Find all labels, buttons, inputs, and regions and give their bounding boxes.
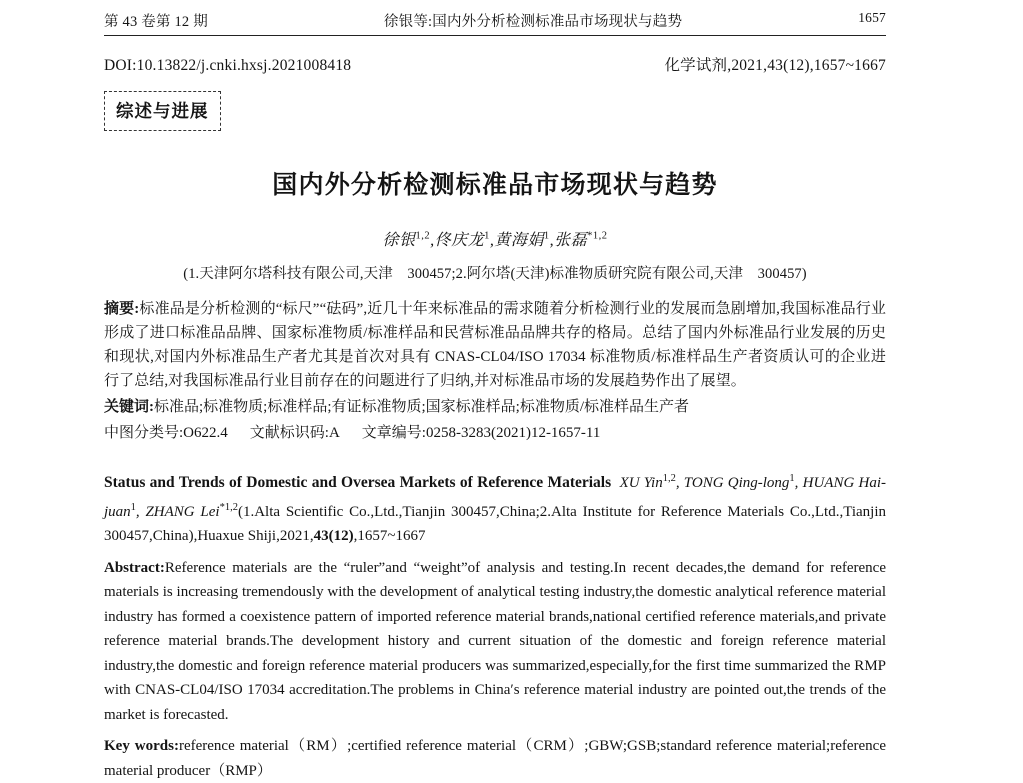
journal-citation: 化学试剂,2021,43(12),1657~1667 xyxy=(664,57,886,74)
doc-code-label: 文献标识码: xyxy=(249,425,329,441)
keywords-en-label: Key words: xyxy=(104,738,179,754)
category-box-wrapper xyxy=(104,91,886,131)
page-content xyxy=(104,0,886,783)
doc-code-value: A xyxy=(328,425,340,441)
article-id-value: 0258-3283(2021)12-1657-11 xyxy=(425,425,601,441)
article-id-label: 文章编号: xyxy=(361,425,426,441)
page-number: 1657 xyxy=(858,10,886,25)
affiliation-cn: (1.天津阿尔塔科技有限公司,天津 300457;2.阿尔塔(天津)标准物质研究院有限公司,天津 300457) xyxy=(183,266,807,282)
clc-value: O622.4 xyxy=(183,425,228,441)
keywords-en xyxy=(104,734,886,783)
running-head-volume: 第 43 卷第 12 期 xyxy=(104,14,208,30)
clc-label: 中图分类号: xyxy=(104,425,184,441)
abstract-cn-label: 摘要: xyxy=(104,301,140,317)
category-badge: 综述与进展 xyxy=(104,91,221,131)
header-divider xyxy=(104,35,886,36)
affiliation-en: (1.Alta Scientific Co.,Ltd.,Tianjin 300457,China;2.Alta Institute for Reference Materials Co.,Ltd.,Tianjin 300457,China) xyxy=(104,503,886,544)
authors-en: XU Yin$^{1,2}$, TONG Qing-long$^1$, HUANG Hai-juan$^1$, ZHANG Lei$^{*1,2}$ xyxy=(104,473,887,520)
journal-ref-en: ,Huaxue Shiji,2021,43(12),1657~1667 xyxy=(193,528,426,544)
clc-segment xyxy=(104,425,228,441)
keywords-en-text: reference material（RM）;certified reference material（CRM）;GBW;GSB;standard reference material;reference material producer（RMP） xyxy=(104,738,886,779)
title-en: Status and Trends of Domestic and Oversea Markets of Reference Materials xyxy=(104,474,612,491)
abstract-en-label: Abstract: xyxy=(104,559,165,576)
page-title: 国内外分析检测标准品市场现状与趋势 xyxy=(272,171,718,199)
running-head-title: 徐银等:国内外分析检测标准品市场现状与趋势 xyxy=(383,14,683,30)
running-head xyxy=(104,0,886,31)
keywords-cn xyxy=(104,395,886,419)
doi-line xyxy=(104,53,886,75)
keywords-cn-text: 标准品;标准物质;标准样品;有证标准物质;国家标准样品;标准物质/标准样品生产者 xyxy=(154,399,690,415)
abstract-cn xyxy=(104,297,886,393)
authors-cn: 徐银$^{1,2}$,佟庆龙$^1$,黄海娟$^1$,张磊$^{*1,2}$ xyxy=(382,230,608,249)
abstract-en-text: Reference materials are the “ruler”and “weight”of analysis and testing.In recent decades,the demand for reference materials is increasing tremendously with the development of analytical testing industry,the domestic analytical reference material industry has formed a coexistence pattern of imported reference material brands,national certified reference materials,and private reference material brands.The development history and current situation of the domestic and foreign reference material industry,the domestic and foreign reference material producers was summarized,especially,for the first time summarized the RMP with CNAS-CL04/ISO 17034 accreditation.The problems in China′s reference material industry are pointed out,the trends of the market is forecasted. xyxy=(104,559,886,723)
article-id-segment xyxy=(362,425,601,441)
classification-line xyxy=(104,421,886,445)
keywords-cn-label: 关键词: xyxy=(104,399,154,415)
abstract-cn-text: 标准品是分析检测的“标尺”“砝码”,近几十年来标准品的需求随着分析检测行业的发展而急剧增加,我国标准品行业形成了进口标准品品牌、国家标准物质/标准样品和民营标准品品牌共存的格局。总结了国内外标准品行业发展的历史和现状,对国内外标准品生产者尤其是首次对具有 CNAS-CL04/ISO 17034 标准物质/标准样品生产者资质认可的企业进行了总结,对我国标准品行业目前存在的问题进行了归纳,并对标准品市场的发展趋势作出了展望。 xyxy=(104,301,887,389)
english-header-block xyxy=(104,467,886,549)
doc-code-segment xyxy=(250,425,340,441)
doi-text: DOI:10.13822/j.cnki.hxsj.2021008418 xyxy=(104,57,352,74)
abstract-en xyxy=(104,556,886,728)
